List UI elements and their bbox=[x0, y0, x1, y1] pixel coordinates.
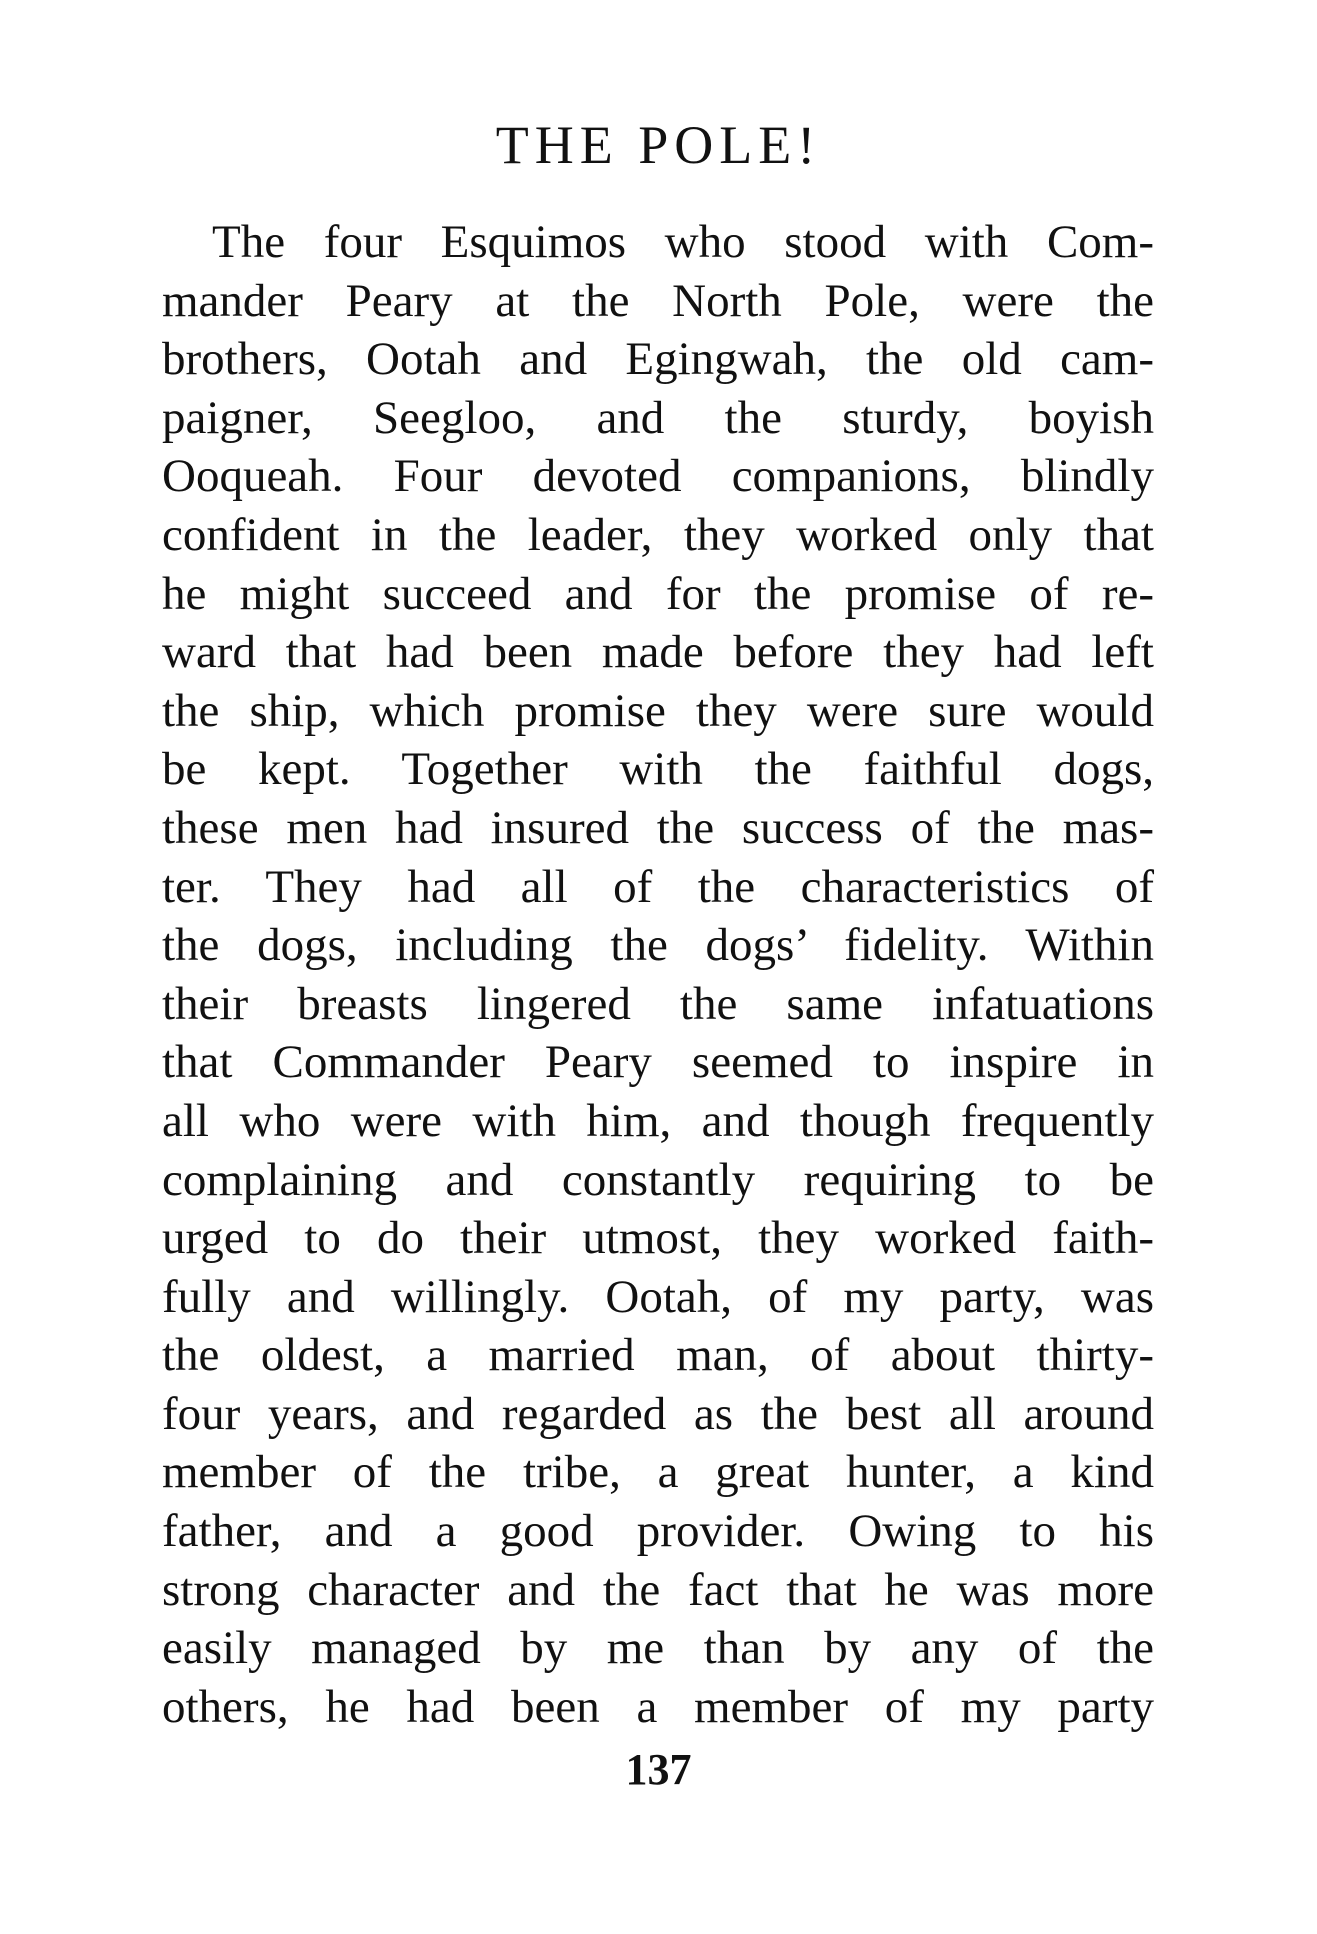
text-line: their breasts lingered the same infatuations bbox=[162, 977, 1154, 1030]
text-line: ter. They had all of the characteristics of bbox=[162, 860, 1154, 913]
text-line: these men had insured the success of the mas- bbox=[162, 801, 1154, 854]
text-line: The four Esquimos who stood with Com- bbox=[212, 216, 1154, 268]
text-line: member of the tribe, a great hunter, a kind bbox=[162, 1446, 1154, 1499]
text-line: Ooqueah. Four devoted companions, blindly bbox=[162, 450, 1154, 503]
text-line: all who were with him, and though frequently bbox=[162, 1094, 1154, 1147]
text-line: that Commander Peary seemed to inspire in bbox=[162, 1036, 1154, 1089]
text-line: others, he had been a member of my party bbox=[162, 1680, 1154, 1733]
text-line: mander Peary at the North Pole, were the bbox=[162, 274, 1154, 327]
text-line: strong character and the fact that he was more bbox=[162, 1563, 1154, 1616]
text-line: paigner, Seegloo, and the sturdy, boyish bbox=[162, 391, 1154, 444]
text-line: four years, and regarded as the best all around bbox=[162, 1387, 1154, 1440]
text-line: he might succeed and for the promise of re- bbox=[162, 567, 1154, 620]
text-line: fully and willingly. Ootah, of my party, was bbox=[162, 1270, 1154, 1323]
body-text bbox=[162, 213, 1154, 1736]
text-line: the ship, which promise they were sure would bbox=[162, 684, 1154, 737]
text-line: the oldest, a married man, of about thirty- bbox=[162, 1329, 1154, 1382]
text-line: father, and a good provider. Owing to his bbox=[162, 1505, 1154, 1558]
text-line: the dogs, including the dogs’ fidelity. Within bbox=[162, 919, 1154, 972]
text-line: be kept. Together with the faithful dogs, bbox=[162, 743, 1154, 796]
text-line: brothers, Ootah and Egingwah, the old cam- bbox=[162, 333, 1154, 386]
text-line: ward that had been made before they had left bbox=[162, 626, 1154, 679]
running-head: THE POLE! bbox=[495, 115, 822, 175]
text-line: complaining and constantly requiring to be bbox=[162, 1153, 1154, 1206]
text-line: confident in the leader, they worked only that bbox=[162, 508, 1154, 561]
text-line: easily managed by me than by any of the bbox=[162, 1622, 1154, 1675]
page-number: 137 bbox=[625, 1745, 692, 1794]
text-line: urged to do their utmost, they worked faith- bbox=[162, 1212, 1154, 1265]
